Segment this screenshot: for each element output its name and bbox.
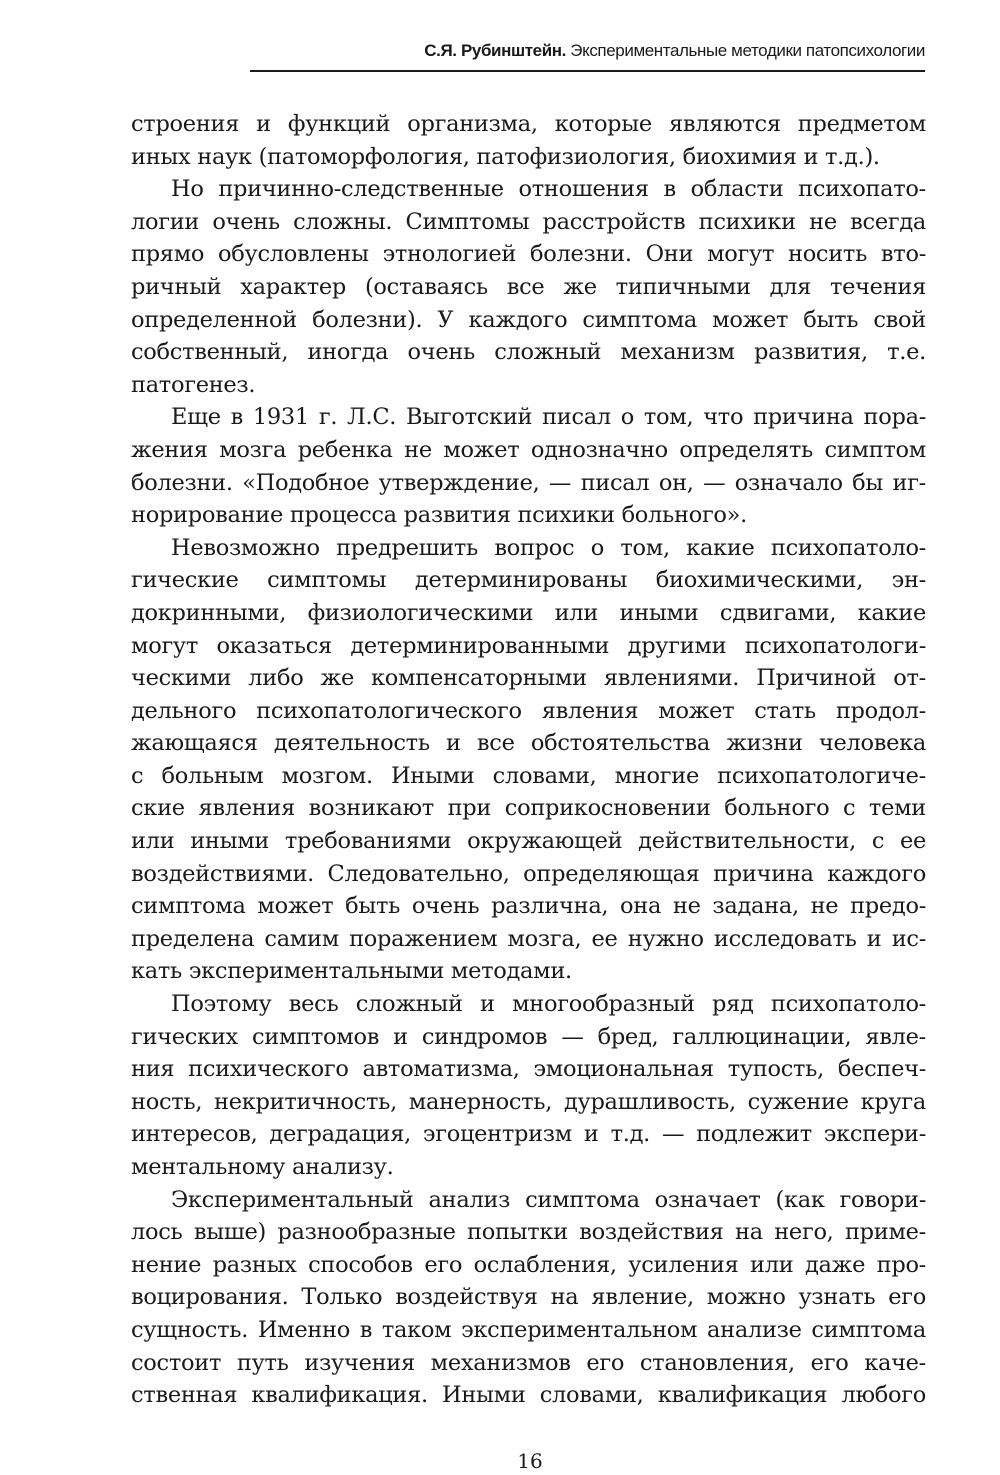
text-line: Экспериментальный анализ симптома означает (как говори- — [171, 1186, 926, 1213]
paragraph-3 — [131, 401, 926, 531]
paragraph-5 — [131, 988, 926, 1184]
text-line: собственный, иногда очень сложный механизм развития, т.е. — [131, 339, 926, 366]
text-line: докринными, физиологическими или иными сдвигами, какие — [131, 599, 926, 626]
text-line: ричный характер (оставаясь все же типичными для течения — [131, 273, 926, 300]
paragraph-2 — [131, 173, 926, 401]
text-line: ственная квалификация. Иными словами, квалификация любого — [131, 1382, 926, 1409]
running-head-author: С.Я. Рубинштейн. — [424, 41, 566, 60]
page-number: 16 — [517, 1449, 543, 1473]
text-line: строения и функций организма, которые являются предметом — [131, 111, 926, 137]
paragraph-6 — [131, 1184, 926, 1412]
text-line: дельного психопатологического явления может стать продол- — [131, 697, 926, 724]
paragraph-4 — [131, 532, 926, 988]
paragraph-1 — [131, 108, 926, 173]
text-line: ческими либо же компенсаторными явлениями. Причиной от- — [131, 665, 926, 692]
text-line: Поэтому весь сложный и многообразный ряд психопатоло- — [171, 991, 926, 1018]
text-line: сущность. Именно в таком экспериментальном анализе симптома — [131, 1316, 926, 1343]
text-line: Еще в 1931 г. Л.С. Выготский писал о том, что причина пора- — [171, 404, 926, 431]
text-line: жения мозга ребенка не может однозначно определять симптом — [131, 436, 926, 463]
text-line: симптома может быть очень различна, она не задана, не предо- — [131, 893, 926, 920]
text-line: Невозможно предрешить вопрос о том, какие психопатоло- — [171, 534, 926, 561]
text-line: нение разных способов его ослабления, усиления или даже про- — [131, 1251, 926, 1278]
text-line: логии очень сложны. Симптомы расстройств психики не всегда — [131, 208, 926, 235]
body-text — [131, 108, 926, 1412]
text-line: жающаяся деятельность и все обстоятельства жизни человека — [131, 730, 926, 757]
text-line: состоит путь изучения механизмов его становления, его каче- — [131, 1349, 926, 1376]
text-line: болезни. «Подобное утверждение, — писал он, — означало бы иг- — [131, 469, 926, 496]
text-line: воцирования. Только воздействуя на явление, можно узнать его — [131, 1284, 926, 1311]
text-line: или иными требованиями окружающей действительности, с ее — [131, 828, 926, 855]
text-line: гические симптомы детерминированы биохимическими, эн- — [131, 567, 926, 594]
text-line: иных наук (патоморфология, патофизиология, биохимия и т.д.). — [131, 143, 880, 170]
text-line: прямо обусловлены этнологией болезни. Они могут носить вто- — [131, 241, 926, 268]
text-line: определенной болезни). У каждого симптома может быть свой — [131, 306, 926, 333]
text-line: кать экспериментальными методами. — [131, 958, 572, 985]
text-line: ность, некритичность, манерность, дурашливость, сужение круга — [131, 1088, 926, 1115]
text-line: ментальному анализу. — [131, 1154, 394, 1180]
text-line: пределена самим поражением мозга, ее нужно исследовать и ис- — [131, 925, 926, 952]
running-head — [250, 40, 925, 72]
text-line: с больным мозгом. Иными словами, многие психопатологиче- — [131, 762, 926, 789]
text-line: воздействиями. Следовательно, определяющая причина каждого — [131, 860, 926, 887]
text-line: патогенез. — [131, 371, 256, 398]
text-line: ния психического автоматизма, эмоциональная тупость, беспеч- — [131, 1056, 926, 1083]
text-line: ские явления возникают при соприкосновении больного с теми — [131, 795, 926, 822]
text-line: гических симптомов и синдромов — бред, галлюцинации, явле- — [131, 1023, 926, 1050]
running-head-title: Экспериментальные методики патопсихологии — [570, 41, 925, 60]
text-line: могут оказаться детерминированными другими психопатологи- — [131, 632, 926, 659]
text-line: норирование процесса развития психики больного». — [131, 502, 747, 529]
text-line: Но причинно-следственные отношения в области психопато- — [171, 176, 926, 203]
text-line: интересов, деградация, эгоцентризм и т.д. — подлежит экспери- — [131, 1121, 926, 1148]
text-line: лось выше) разнообразные попытки воздействия на него, приме- — [131, 1219, 926, 1246]
